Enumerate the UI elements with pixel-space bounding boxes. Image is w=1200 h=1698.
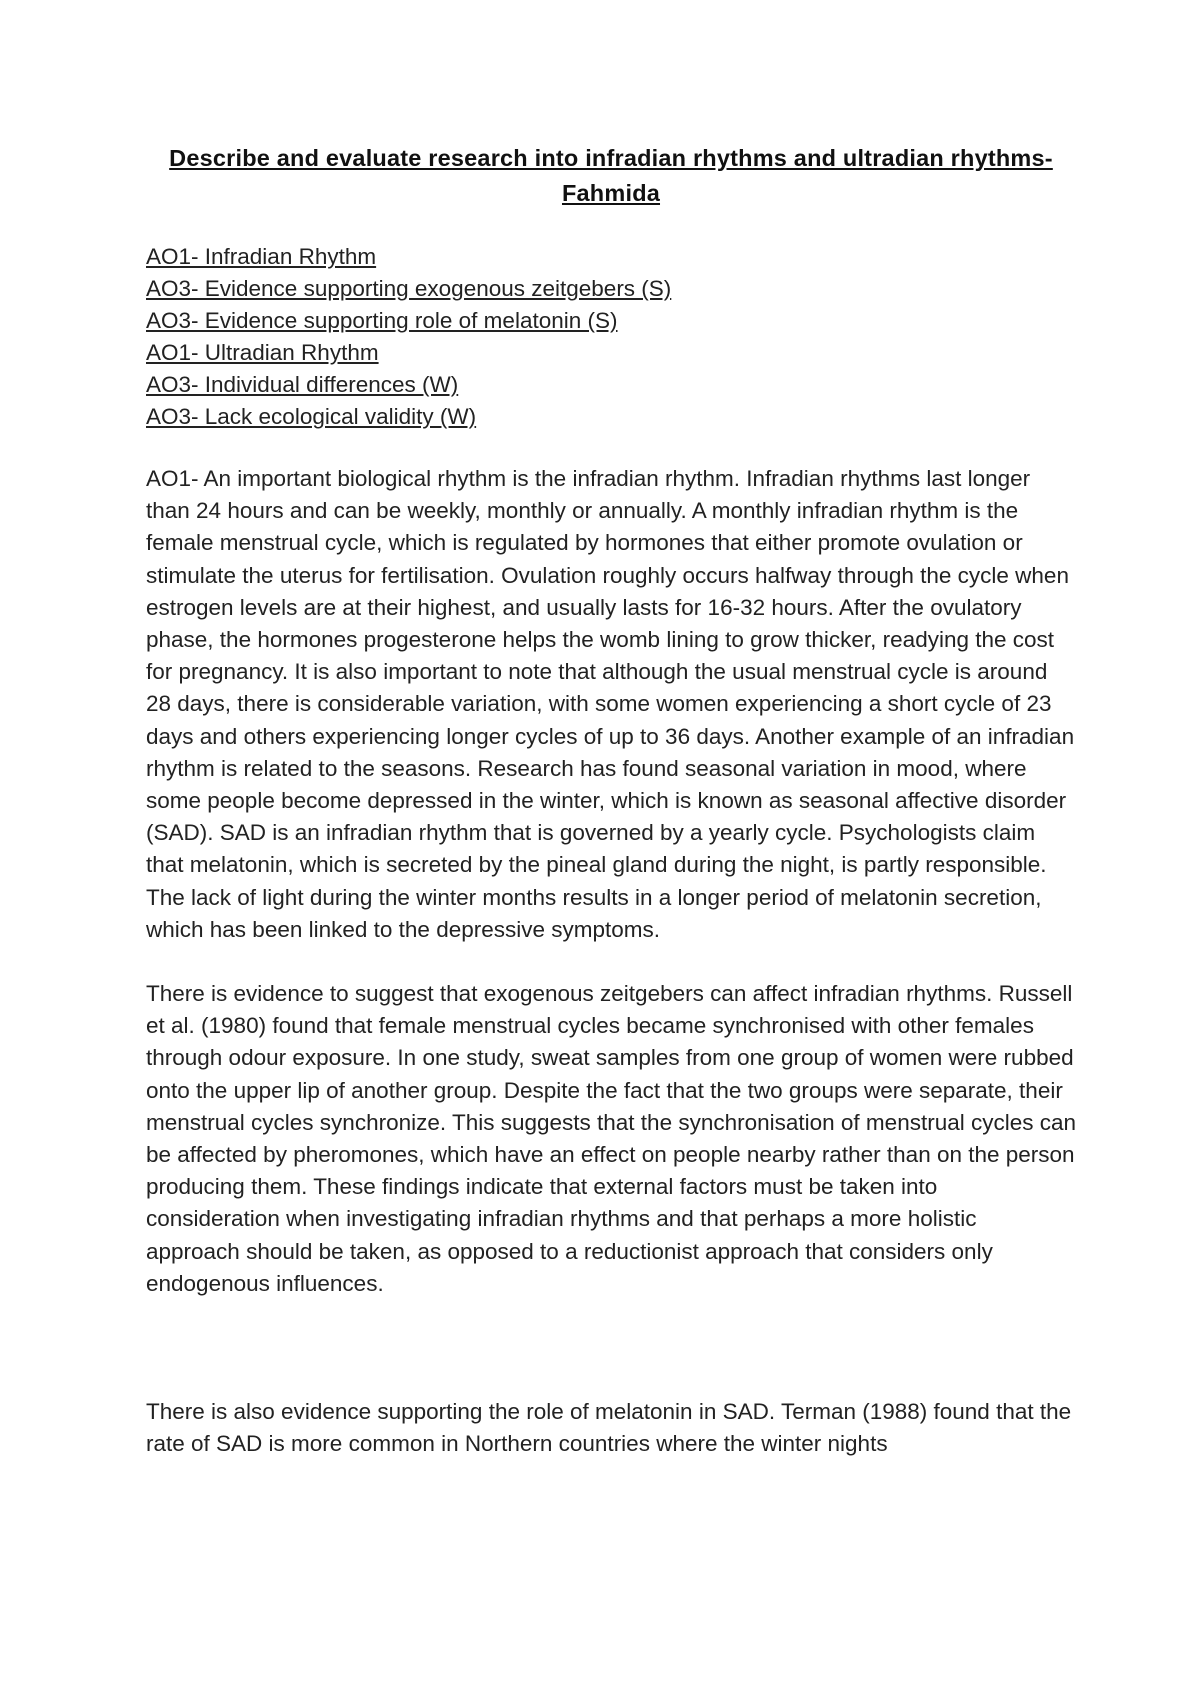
outline-item: AO3- Individual differences (W) <box>146 372 459 397</box>
outline-item: AO1- Ultradian Rhythm <box>146 340 379 365</box>
outline-item: AO1- Infradian Rhythm <box>146 244 377 269</box>
outline-item: AO3- Evidence supporting role of melatonin (S) <box>146 308 618 333</box>
essay-outline <box>146 241 1076 433</box>
outline-item: AO3- Lack ecological validity (W) <box>146 404 477 429</box>
paragraph-melatonin-sad: There is also evidence supporting the role of melatonin in SAD. Terman (1988) found that the rate of SAD is more common in Northern countries where the winter nights <box>146 1399 1072 1457</box>
paragraph-exogenous-zeitgebers: There is evidence to suggest that exogenous zeitgebers can affect infradian rhythms. Russell et al. (1980) found that female menstrual cycles became synchronised with other females through odour exposure. In one study, sweat samples from one group of women were rubbed onto the upper lip of another group. Despite the fact that the two groups were separate, their menstrual cycles synchronize. This suggests that the synchronisation of menstrual cycles can be affected by pheromones, which have an effect on people nearby rather than on the person producing them. These findings indicate that external factors must be taken into consideration when investigating infradian rhythms and that perhaps a more holistic approach should be taken, as opposed to a reductionist approach that considers only endogenous influences. <box>146 981 1077 1296</box>
document-title: Describe and evaluate research into infradian rhythms and ultradian rhythms- Fahmida <box>169 145 1053 206</box>
paragraph-ao1-infradian: AO1- An important biological rhythm is the infradian rhythm. Infradian rhythms last longer than 24 hours and can be weekly, monthly or annually. A monthly infradian rhythm is the female menstrual cycle, which is regulated by hormones that either promote ovulation or stimulate the uterus for fertilisation. Ovulation roughly occurs halfway through the cycle when estrogen levels are at their highest, and usually lasts for 16-32 hours. After the ovulatory phase, the hormones progesterone helps the womb lining to grow thicker, readying the cost for pregnancy. It is also important to note that although the usual menstrual cycle is around 28 days, there is considerable variation, with some women experiencing a short cycle of 23 days and others experiencing longer cycles of up to 36 days. Another example of an infradian rhythm is related to the seasons. Research has found seasonal variation in mood, where some people become depressed in the winter, which is known as seasonal affective disorder (SAD). SAD is an infradian rhythm that is governed by a yearly cycle. Psychologists claim that melatonin, which is secreted by the pineal gland during the night, is partly responsible. The lack of light during the winter months results in a longer period of melatonin secretion, which has been linked to the depressive symptoms. <box>146 466 1075 942</box>
outline-item: AO3- Evidence supporting exogenous zeitgebers (S) <box>146 276 672 301</box>
document-page <box>146 141 1076 1460</box>
